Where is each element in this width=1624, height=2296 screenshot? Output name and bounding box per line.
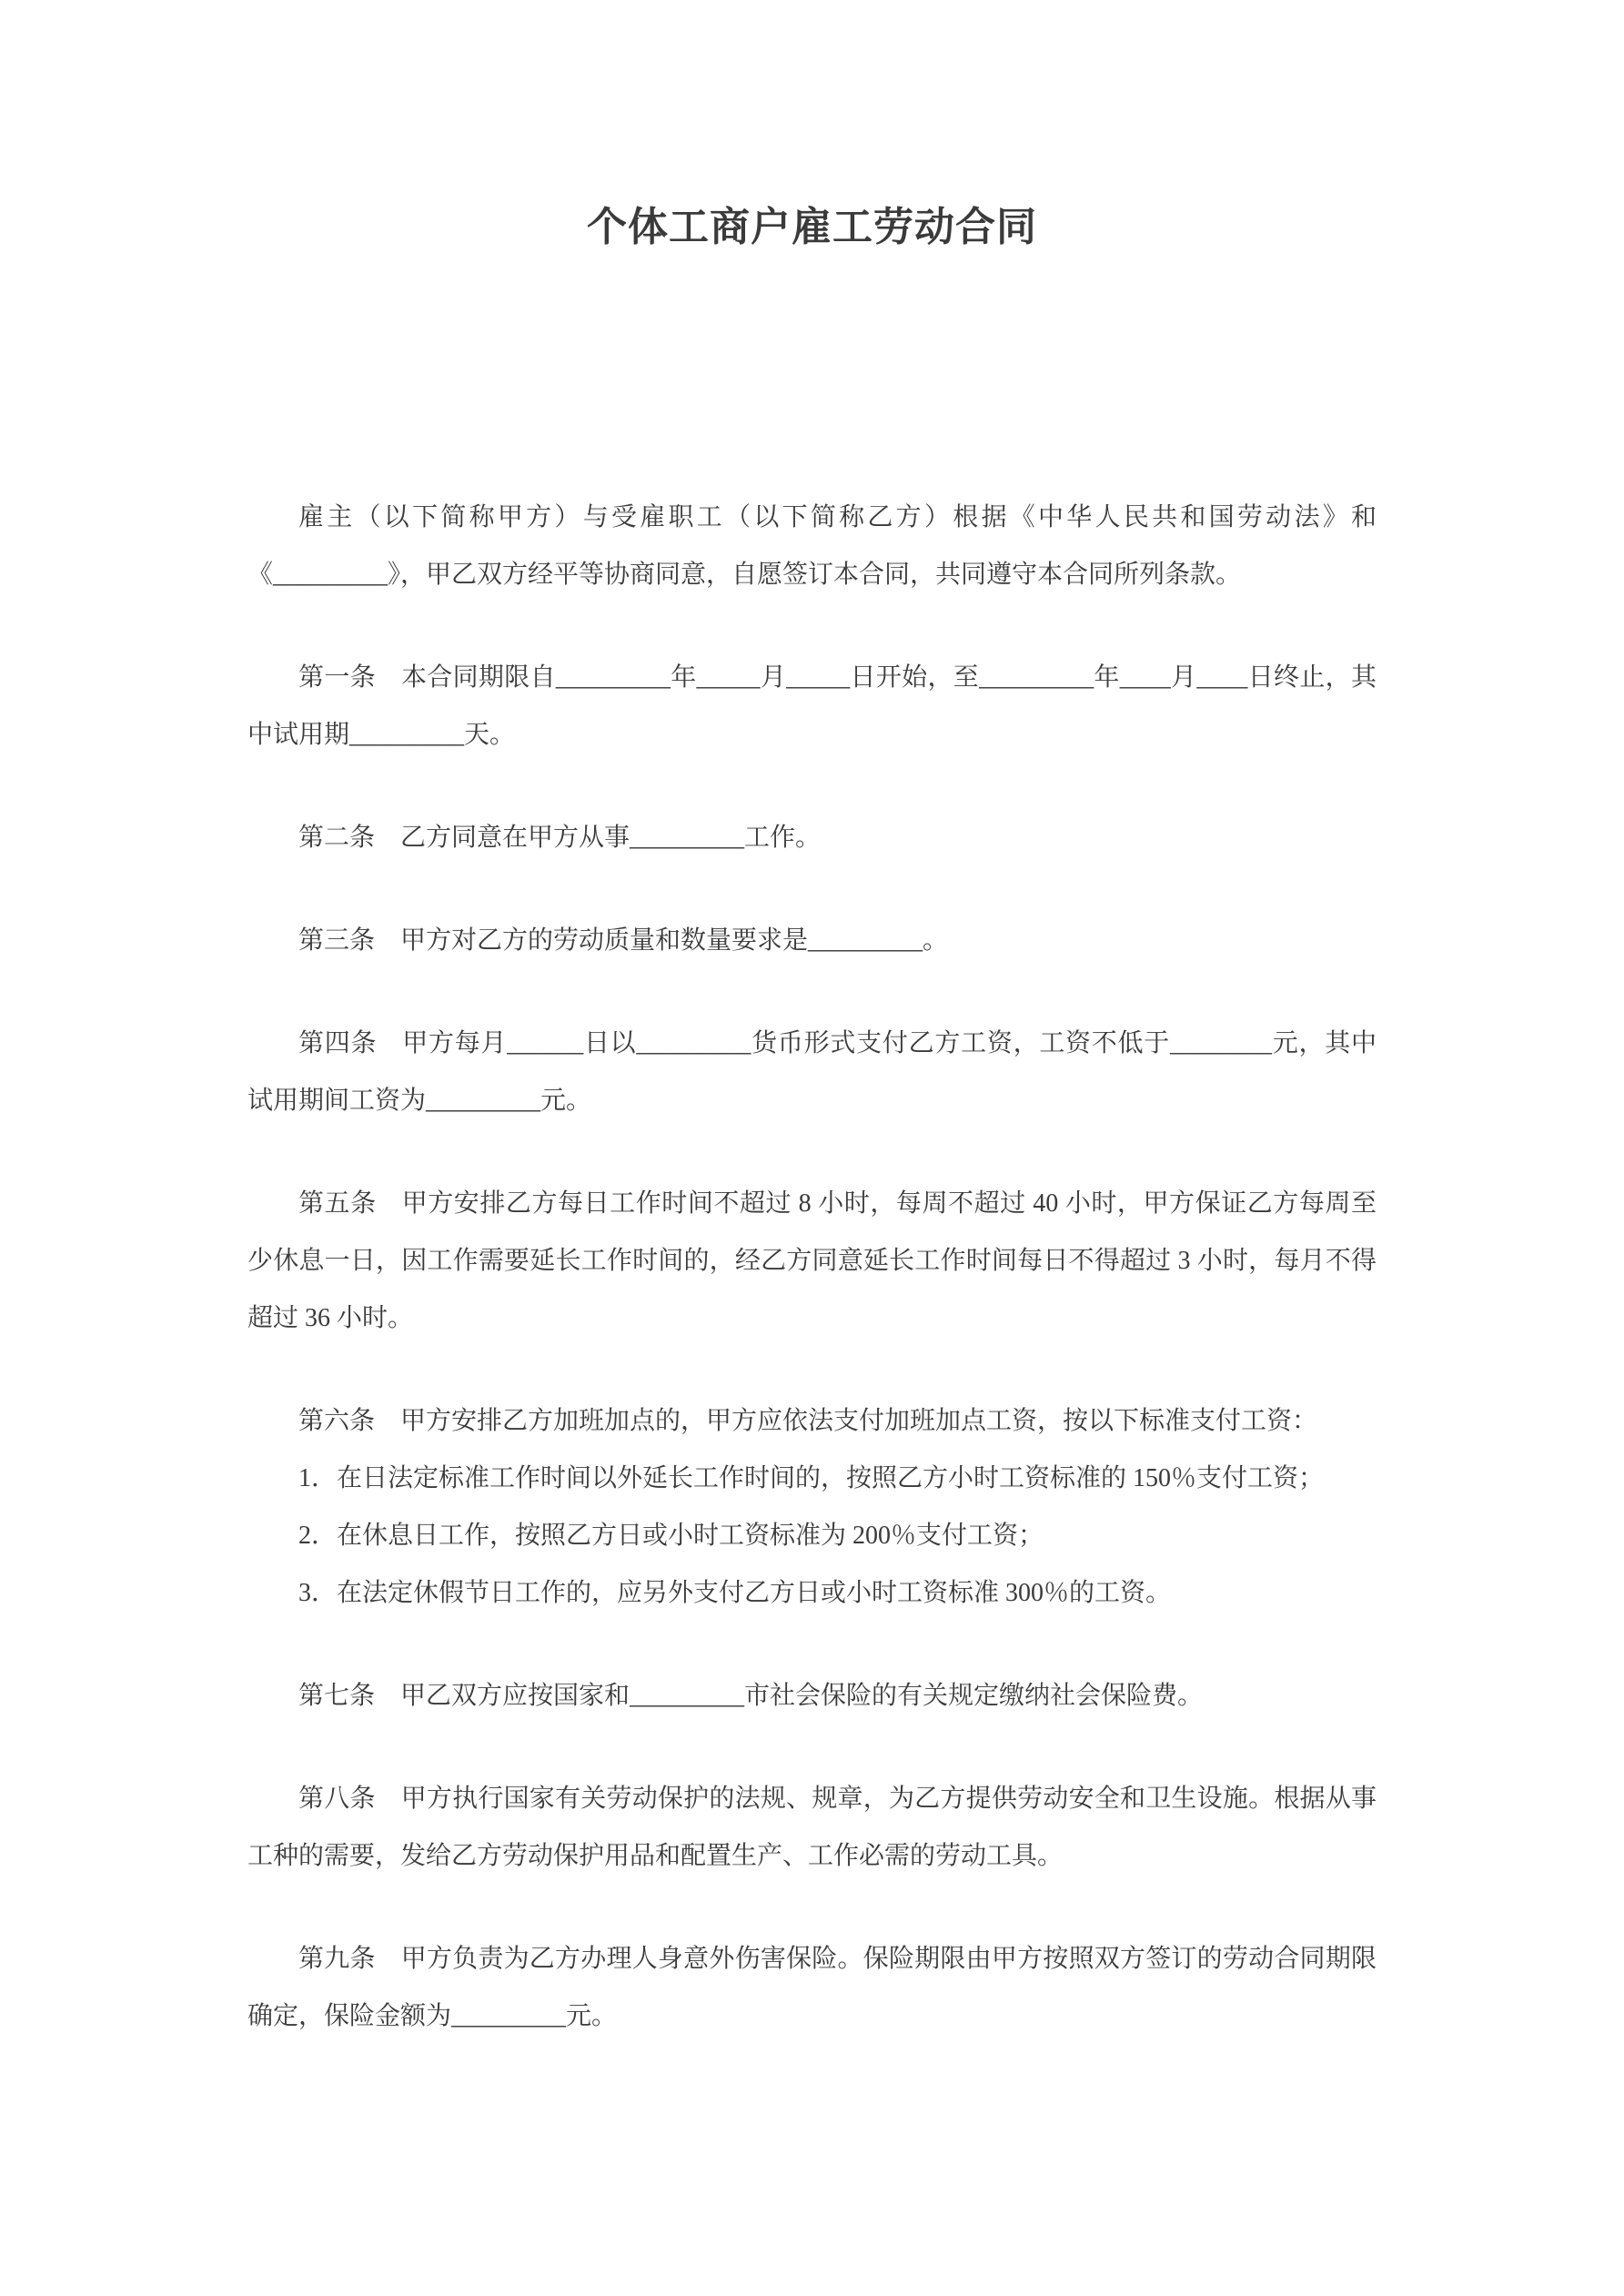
clause-text: 甲方负责为乙方办理人身意外伤害保险。保险期限由甲方按照双方签订的劳动合同期限确定，保险金额为_________元。 (247, 1945, 1377, 2030)
clause-text: 甲方安排乙方加班加点的，甲方应依法支付加班加点工资，按以下标准支付工资： (400, 1407, 1318, 1435)
clauses-section (247, 649, 1377, 2045)
clause-paragraph (247, 1930, 1377, 2045)
clause-subitem: 3．在法定休假节日工作的，应另外支付乙方日或小时工资标准 300％的工资。 (298, 1579, 1172, 1607)
document-title: 个体工商户雇工劳动合同 (587, 205, 1037, 249)
clause-paragraph (247, 1392, 1377, 1450)
clause-label: 第三条 (298, 926, 376, 955)
clause-block (247, 1930, 1377, 2045)
clause-paragraph (247, 912, 1377, 969)
clause-text: 甲乙双方应按国家和_________市社会保险的有关规定缴纳社会保险费。 (400, 1682, 1204, 1710)
preamble-paragraph: 雇主（以下简称甲方）与受雇职工（以下简称乙方）根据《中华人民共和国劳动法》和《_________》，甲乙双方经平等协商同意，自愿签订本合同，共同遵守本合同所列条款。 (247, 503, 1377, 589)
clause-paragraph (247, 1770, 1377, 1885)
clause-paragraph (247, 809, 1377, 866)
clause-subitem: 2．在休息日工作，按照乙方日或小时工资标准为 200％支付工资； (298, 1522, 1044, 1550)
clause-subitem: 1．在日法定标准工作时间以外延长工作时间的，按照乙方小时工资标准的 150％支付工资； (298, 1464, 1325, 1492)
clause-label: 第八条 (298, 1785, 376, 1813)
clause-label: 第六条 (298, 1407, 376, 1435)
clause-label: 第七条 (298, 1682, 376, 1710)
clause-block (247, 912, 1377, 969)
clause-text: 甲方执行国家有关劳动保护的法规、规章，为乙方提供劳动安全和卫生设施。根据从事工种的需要，发给乙方劳动保护用品和配置生产、工作必需的劳动工具。 (247, 1785, 1377, 1870)
clause-block (247, 1175, 1377, 1347)
clause-text: 甲方对乙方的劳动质量和数量要求是_________。 (400, 926, 949, 955)
clause-text: 甲方每月______日以_________货币形式支付乙方工资，工资不低于________元，其中试用期间工资为_________元。 (247, 1029, 1377, 1115)
clause-label: 第五条 (298, 1189, 377, 1218)
clause-label: 第四条 (298, 1029, 378, 1057)
clause-block (247, 649, 1377, 764)
clause-paragraph (247, 1667, 1377, 1725)
clause-paragraph (247, 1015, 1377, 1129)
clause-block (247, 1015, 1377, 1129)
clause-text: 甲方安排乙方每日工作时间不超过 8 小时，每周不超过 40 小时，甲方保证乙方每周至少休息一日，因工作需要延长工作时间的，经乙方同意延长工作时间每日不得超过 3 小时，每月不得超过 36 小时。 (247, 1189, 1377, 1332)
clause-paragraph (247, 1175, 1377, 1347)
clause-paragraph (247, 649, 1377, 764)
clause-text: 本合同期限自_________年_____月_____日开始，至_________年____月____日终止，其中试用期_________天。 (247, 663, 1377, 749)
clause-label: 第九条 (298, 1945, 376, 1973)
clause-label: 第二条 (298, 824, 376, 852)
clause-text: 乙方同意在甲方从事_________工作。 (400, 824, 822, 852)
clause-block (247, 1667, 1377, 1725)
clause-block (247, 809, 1377, 866)
clause-label: 第一条 (298, 663, 376, 692)
clause-block (247, 1392, 1377, 1622)
clause-block (247, 1770, 1377, 1885)
